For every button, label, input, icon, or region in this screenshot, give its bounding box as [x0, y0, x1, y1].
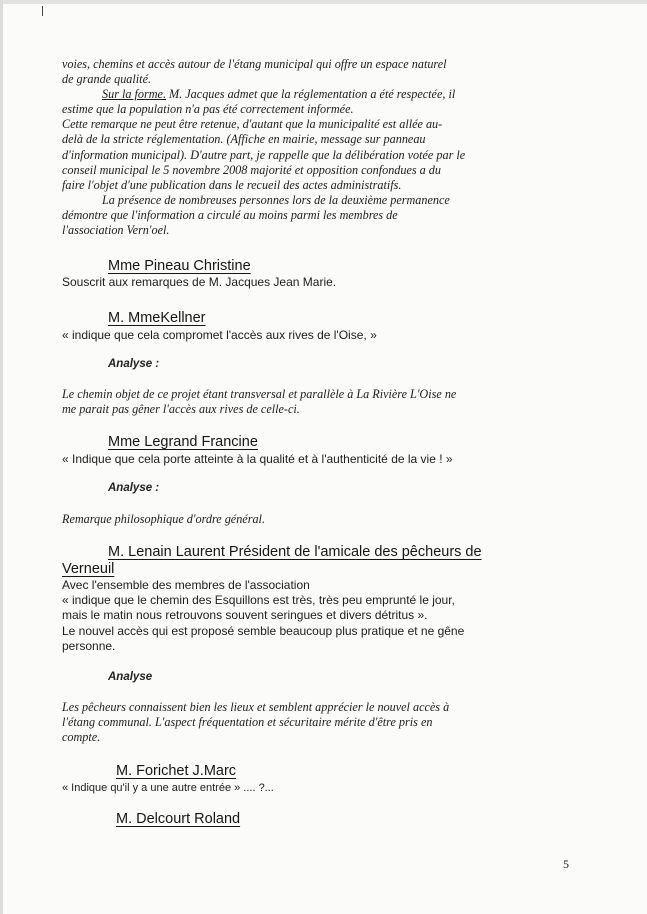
analyse-line: Les pêcheurs connaissent bien les lieux et semblent apprécier le nouvel accès à [62, 700, 450, 714]
lenain-line: « indique que le chemin des Esquillons est très, très peu emprunté le jour, [62, 593, 455, 608]
intro-line: faire l'objet d'une publication dans le recueil des actes administratifs. [62, 177, 402, 192]
forme-label: Sur la forme. [102, 87, 166, 102]
lenain-line: mais le matin nous retrouvons souvent seringues et divers détritus ». [62, 608, 428, 623]
kellner-analyse-label: Analyse : [108, 358, 160, 370]
legrand-heading: Mme Legrand Francine [108, 434, 258, 450]
lenain-paragraph [62, 578, 570, 654]
scan-top-edge [0, 0, 647, 4]
legrand-analyse: Remarque philosophique d'ordre général. [62, 512, 265, 526]
scan-left-edge [0, 0, 3, 914]
scan-mark [42, 6, 43, 16]
intro-line: conseil municipal le 5 novembre 2008 majorité et opposition confondues a du [62, 162, 441, 177]
intro-line: l'association Vern'oel. [62, 223, 170, 238]
forichet-quote: « Indique qu'il y a une autre entrée » .... ?... [62, 782, 274, 794]
intro-line: d'information municipal). D'autre part, je rappelle que la délibération votée par le [62, 147, 466, 162]
analyse-line: l'étang communal. L'aspect fréquentation et sécuritaire mérite d'être pris en [62, 715, 433, 730]
intro-forme-line [62, 87, 570, 102]
lenain-heading-line2: Verneuil [62, 561, 115, 577]
analyse-line: compte. [62, 730, 101, 745]
legrand-analyse-label: Analyse : [108, 482, 160, 494]
analyse-line: Le chemin objet de ce projet étant transversal et parallèle à La Rivière L'Oise ne [62, 387, 457, 401]
lenain-line: personne. [62, 638, 116, 653]
intro-line: delà de la stricte réglementation. (Affiche en mairie, message sur panneau [62, 132, 426, 147]
lenain-heading-line1 [108, 544, 578, 560]
forme-rest: M. Jacques admet que la réglementation a été respectée, il [165, 87, 456, 102]
analyse-line: me parait pas gêner l'accès aux rives de celle-ci. [62, 402, 300, 417]
lenain-analyse-label: Analyse [108, 671, 153, 683]
intro-line: voies, chemins et accès autour de l'étang municipal qui offre un espace naturel [62, 57, 447, 71]
page-number: 5 [563, 857, 569, 871]
lenain-line: Avec l'ensemble des membres de l'association [62, 578, 310, 592]
intro-line: démontre que l'information a circulé au moins parmi les membres de [62, 207, 398, 222]
lenain-heading-text: M. Lenain Laurent Président de l'amicale des pêcheurs de [108, 544, 482, 560]
delcourt-heading: M. Delcourt Roland [116, 811, 241, 827]
kellner-quote: « indique que cela compromet l'accès aux rives de l'Oise, » [62, 328, 377, 342]
lenain-line: Le nouvel accès qui est proposé semble beaucoup plus pratique et ne gêne [62, 623, 465, 638]
lenain-analyse [62, 700, 570, 745]
kellner-heading: M. MmeKellner [108, 310, 206, 326]
kellner-analyse [62, 387, 570, 417]
intro-line: La présence de nombreuses personnes lors de la deuxième permanence [102, 192, 450, 207]
intro-line: estime que la population n'a pas été correctement informée. [62, 102, 354, 117]
pineau-text: Souscrit aux remarques de M. Jacques Jean Marie. [62, 275, 337, 289]
intro-line: de grande qualité. [62, 72, 152, 87]
pineau-heading: Mme Pineau Christine [108, 258, 251, 274]
intro-line: Cette remarque ne peut être retenue, d'autant que la municipalité est allée au- [62, 117, 443, 132]
legrand-quote: « Indique que cela porte atteinte à la qualité et à l'authenticité de la vie ! » [62, 452, 453, 466]
intro-paragraph [62, 57, 570, 238]
forichet-heading: M. Forichet J.Marc [116, 763, 237, 779]
